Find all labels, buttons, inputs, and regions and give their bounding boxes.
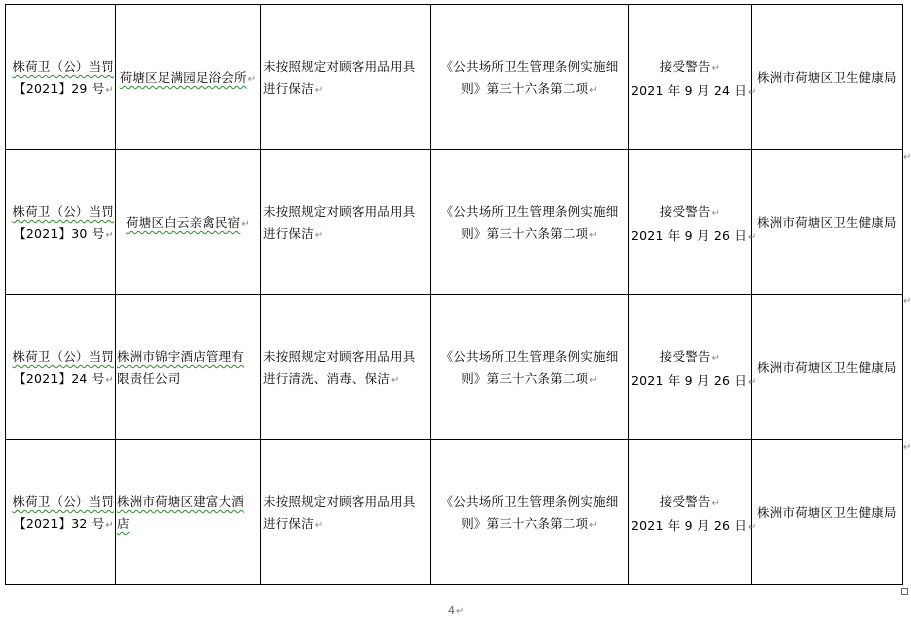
entity-name-line2: 店 xyxy=(117,516,130,531)
authority-name: 株洲市荷塘区卫生健康局 xyxy=(757,360,897,375)
penalty-cell[interactable] xyxy=(629,295,757,440)
paragraph-mark-icon: ↵ xyxy=(589,230,598,241)
paragraph-mark-icon: ↵ xyxy=(105,375,114,386)
paragraph-mark-icon: ↵ xyxy=(711,63,721,74)
paragraph-mark-icon: ↵ xyxy=(105,85,114,96)
penalty-cell[interactable] xyxy=(629,5,757,150)
violation-line2: 进行保洁 xyxy=(263,516,314,531)
table-resize-handle-icon[interactable] xyxy=(901,588,908,595)
case-number-line2: 【2021】29 号 xyxy=(13,81,105,96)
entity-name-line2: 限责任公司 xyxy=(117,371,181,386)
authority-cell[interactable] xyxy=(752,5,903,150)
violation-cell[interactable] xyxy=(261,5,431,150)
legal-basis-line2: 则》第三十六条第二项 xyxy=(461,371,589,386)
paragraph-mark-icon: ↵ xyxy=(589,375,598,386)
violation-line2: 进行保洁 xyxy=(263,81,314,96)
authority-name: 株洲市荷塘区卫生健康局 xyxy=(757,215,897,230)
penalty-date: 2021 年 9 月 26 日 xyxy=(631,518,748,533)
entity-cell[interactable] xyxy=(116,295,261,440)
entity-cell[interactable] xyxy=(116,440,261,585)
penalty-cell[interactable] xyxy=(629,150,757,295)
penalty-result: 接受警告 xyxy=(659,204,711,219)
legal-basis-line2: 则》第三十六条第二项 xyxy=(461,226,589,241)
violation-line1: 未按照规定对顾客用品用具 xyxy=(263,494,416,509)
table-row xyxy=(6,5,903,150)
paragraph-mark-icon: ↵ xyxy=(711,208,721,219)
paragraph-mark-icon: ↵ xyxy=(748,522,757,533)
entity-name: 荷塘区足满园足浴会所 xyxy=(119,70,247,85)
entity-name-line1: 株洲市荷塘区建富大酒 xyxy=(117,494,245,509)
authority-name: 株洲市荷塘区卫生健康局 xyxy=(757,505,897,520)
paragraph-mark-icon: ↵ xyxy=(105,230,114,241)
case-number-line2: 【2021】32 号 xyxy=(13,516,105,531)
penalty-date: 2021 年 9 月 24 日 xyxy=(631,83,748,98)
paragraph-mark-icon: ↵ xyxy=(903,152,911,163)
paragraph-mark-icon: ↵ xyxy=(247,74,257,85)
page-number xyxy=(448,604,464,617)
authority-cell[interactable] xyxy=(752,440,903,585)
legal-basis-line1: 《公共场所卫生管理条例实施细 xyxy=(440,59,619,74)
table-row xyxy=(6,295,903,440)
entity-name: 荷塘区白云亲禽民宿 xyxy=(126,215,241,230)
paragraph-mark-icon: ↵ xyxy=(711,498,721,509)
legal-basis-cell[interactable] xyxy=(431,295,629,440)
legal-basis-cell[interactable] xyxy=(431,440,629,585)
paragraph-mark-icon: ↵ xyxy=(748,232,757,243)
violation-line2: 进行清洗、消毒、保洁 xyxy=(263,371,391,386)
case-number-line1: 株荷卫（公）当罚 xyxy=(12,59,114,74)
paragraph-mark-icon: ↵ xyxy=(711,353,721,364)
penalty-cell[interactable] xyxy=(629,440,757,585)
case-number-cell[interactable] xyxy=(6,150,116,295)
paragraph-mark-icon: ↵ xyxy=(314,520,324,531)
violation-line1: 未按照规定对顾客用品用具 xyxy=(263,204,416,219)
paragraph-mark-icon: ↵ xyxy=(748,87,757,98)
case-number-cell[interactable] xyxy=(6,295,116,440)
case-number-cell[interactable] xyxy=(6,5,116,150)
authority-cell[interactable] xyxy=(752,295,903,440)
authority-cell[interactable] xyxy=(752,150,903,295)
entity-name-line1: 株洲市锦宇酒店管理有 xyxy=(117,349,245,364)
legal-basis-line2: 则》第三十六条第二项 xyxy=(461,81,589,96)
penalty-result: 接受警告 xyxy=(659,494,711,509)
entity-cell[interactable] xyxy=(116,5,261,150)
legal-basis-line1: 《公共场所卫生管理条例实施细 xyxy=(440,349,619,364)
table-body xyxy=(6,5,903,585)
penalty-date: 2021 年 9 月 26 日 xyxy=(631,373,748,388)
violation-line1: 未按照规定对顾客用品用具 xyxy=(263,349,416,364)
legal-basis-line2: 则》第三十六条第二项 xyxy=(461,516,589,531)
paragraph-mark-icon: ↵ xyxy=(241,219,250,230)
case-number-line1: 株荷卫（公）当罚 xyxy=(12,204,114,219)
legal-basis-line1: 《公共场所卫生管理条例实施细 xyxy=(440,204,619,219)
case-number-line2: 【2021】30 号 xyxy=(13,226,105,241)
case-number-line1: 株荷卫（公）当罚 xyxy=(12,494,114,509)
penalty-result: 接受警告 xyxy=(659,349,711,364)
entity-cell[interactable] xyxy=(116,150,261,295)
paragraph-mark-icon: ↵ xyxy=(391,375,400,386)
table-row xyxy=(6,440,903,585)
paragraph-mark-icon: ↵ xyxy=(314,85,324,96)
violation-cell[interactable] xyxy=(261,440,431,585)
penalty-result: 接受警告 xyxy=(659,59,711,74)
paragraph-mark-icon: ↵ xyxy=(589,520,598,531)
case-number-line1: 株荷卫（公）当罚 xyxy=(12,349,114,364)
paragraph-mark-icon: ↵ xyxy=(903,442,911,453)
penalty-table xyxy=(5,4,903,585)
violation-line1: 未按照规定对顾客用品用具 xyxy=(263,59,416,74)
violation-cell[interactable] xyxy=(261,150,431,295)
paragraph-mark-icon: ↵ xyxy=(314,230,324,241)
legal-basis-line1: 《公共场所卫生管理条例实施细 xyxy=(440,494,619,509)
paragraph-mark-icon: ↵ xyxy=(105,520,114,531)
paragraph-mark-icon: ↵ xyxy=(748,377,757,388)
case-number-cell[interactable] xyxy=(6,440,116,585)
violation-line2: 进行保洁 xyxy=(263,226,314,241)
paragraph-mark-icon: ↵ xyxy=(456,606,465,617)
legal-basis-cell[interactable] xyxy=(431,5,629,150)
page-number-value: 4 xyxy=(448,604,455,617)
violation-cell[interactable] xyxy=(261,295,431,440)
legal-basis-cell[interactable] xyxy=(431,150,629,295)
case-number-line2: 【2021】24 号 xyxy=(13,371,105,386)
table-row xyxy=(6,150,903,295)
paragraph-mark-icon: ↵ xyxy=(589,85,598,96)
authority-name: 株洲市荷塘区卫生健康局 xyxy=(757,70,897,85)
paragraph-mark-icon: ↵ xyxy=(903,296,911,307)
penalty-date: 2021 年 9 月 26 日 xyxy=(631,228,748,243)
